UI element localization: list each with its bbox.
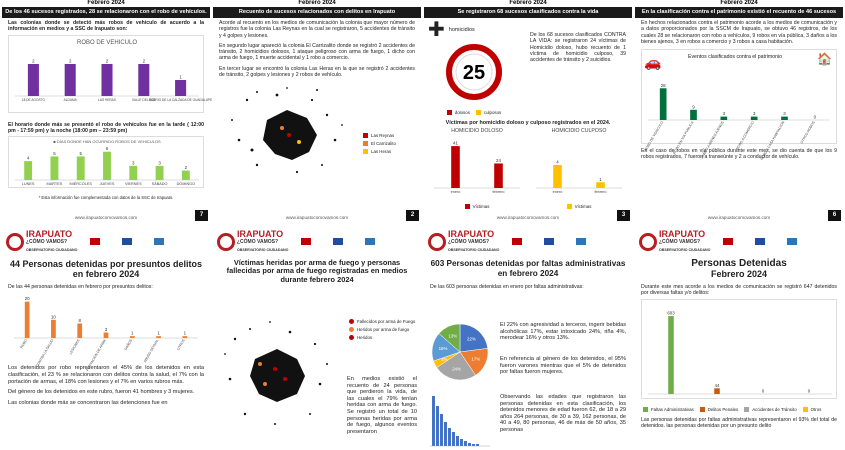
category-label: DOMINGO — [176, 182, 196, 187]
category-label: ROBO EN VIA PUBLICA — [672, 120, 695, 156]
bar — [24, 161, 32, 180]
patrimonio-text: En hechos relacionados contra el patrimonio acorde a los medios de comunicación y a datos proporcionados por la SSCM de Irapuato, se obtuvo 46 registros, de los cuales 28 se relacionaron con robo a vehículos, 9 robos en vía pública, 3 daños a los bienes ajenos, 3 en robos a comercio y 3 robos a casa habitación. — [641, 20, 837, 45]
chart-legend: ■ DÍAS DONDE HAN OCURRIDO ROBOS DE VEHICULOS — [53, 139, 161, 145]
bar — [751, 117, 758, 120]
partner-logo-1-icon — [503, 238, 531, 246]
category-label: ROBO A COMERCIO — [735, 120, 756, 151]
data-label: 4 — [26, 155, 30, 161]
legend-las-heras: Las Heras — [371, 149, 392, 154]
data-label: 20 — [24, 296, 30, 302]
footer-url[interactable]: www.irapuatocomovamos.com — [285, 215, 349, 220]
logo-bar — [213, 228, 421, 256]
homicidio-culposo-chart — [530, 134, 628, 196]
data-label: 2 — [142, 58, 146, 64]
car-icon: 🚗 — [644, 54, 662, 71]
gauge-legend — [424, 107, 524, 118]
partner-logo-3-icon — [145, 238, 173, 246]
legend-victimas: Víctimas — [472, 204, 490, 209]
data-label: 3 — [158, 160, 161, 166]
bar — [104, 333, 109, 338]
partner-logo-2-icon — [324, 238, 352, 246]
data-label: 4 — [556, 159, 559, 165]
robo-text: Los detenidos por robo representaron el 45% de los detenidos en esta clasificación, el 23 % se relacionaron con delitos contra la salud, el 7% con la portación de armas, el 18% con lesiones y el 7% en varios rubros más. — [8, 365, 204, 385]
partner-logo-2-icon — [746, 238, 774, 246]
category-label: VALLE DEL SOL — [131, 97, 156, 102]
data-label: 0 — [761, 388, 765, 394]
slide-contra-patrimonio[interactable] — [635, 0, 843, 222]
pie-label: 24% — [452, 366, 462, 372]
slide-header: De los 46 sucesos registrados, 28 se relacionaron con el robo de vehículos. — [2, 7, 210, 18]
bar — [714, 388, 720, 394]
data-label: 2 — [105, 58, 109, 64]
bar — [451, 146, 460, 188]
legend-victimas: Víctimas — [574, 204, 592, 209]
pie-label: 22% — [467, 336, 476, 342]
homicidios-gauge — [424, 42, 524, 102]
bar — [182, 171, 190, 180]
intro-text: De las 603 personas detenidas en enero por faltas administrativas: — [430, 284, 584, 290]
slide-header: Recuento de sucesos relacionados con delitos en Irapuato — [213, 7, 421, 18]
category-label: 18 DE AGOSTO — [21, 97, 45, 102]
legend-fallecidos: Fallecidos por arma de Fuego — [357, 319, 416, 324]
pie-label: 17% — [471, 356, 481, 362]
homicidio-doloso-title: HOMICIDIO DOLOSO — [451, 128, 503, 134]
bar — [130, 336, 135, 338]
category-label: LESIONES — [68, 338, 81, 356]
gauge-value: 25 — [462, 62, 486, 84]
category-label: PORTACIÓN DE ARMA — [85, 338, 107, 373]
data-label: 44 — [714, 382, 720, 388]
category-label: ROBO DE VEHICULO — [643, 120, 665, 153]
intro-text: De las 44 personas detenidas en febrero por presuntos delitos: — [8, 284, 153, 290]
pie-label: 16% — [438, 346, 448, 352]
category-label: DAÑOS A BIENES AJENOS — [699, 120, 725, 160]
slide-title: 603 Personas detenidas por faltas administrativas en febrero 2024 — [430, 259, 626, 278]
horario-note: El horario donde más se presentó el robo de vehículos fue en la tarde ( 12:00 pm - 17:59 pm) y la noche (18:00 pm – 23:59 pm) — [8, 121, 204, 134]
data-label: 2 — [184, 165, 188, 171]
category-label: CONTRA LA SALUD — [35, 338, 55, 368]
partner-logo-1-icon — [81, 238, 109, 246]
logo-bar — [2, 228, 210, 256]
chart-title: ROBO DE VEHICULO — [76, 39, 138, 46]
data-label: 1 — [183, 330, 187, 336]
bar — [77, 324, 82, 339]
data-label: 24 — [496, 157, 501, 163]
bar — [553, 165, 562, 188]
bar — [50, 157, 58, 181]
logo-bar — [635, 228, 843, 256]
slide-subtitle: Febrero 2024 — [710, 269, 768, 279]
detenidos-text: Durante este mes acorde a los medios de comunicación se registró 647 detenidos por diversas faltas y/o delitos: — [641, 284, 837, 297]
page-number: 2 — [406, 210, 419, 221]
slide-date: Febrero 2024 — [298, 0, 336, 6]
homicidio-culposo-title: HOMICIDIO CULPOSO — [551, 128, 607, 134]
category-label: VIERNES — [124, 182, 142, 187]
page-number: 7 — [195, 210, 208, 221]
bar — [51, 320, 56, 338]
edades-text: Observando las edades que registraron las personas detenidas en esta clasificación, los detenidos menores de edad fueron 62, de 18 a 29 años 264 personas, de 30 a 39, 162 personas, de 40 a 49, 80 personas, 46 de más de 50 años, 35 personas — [500, 394, 626, 433]
partner-logo-1-icon — [292, 238, 320, 246]
category-label: OTROS — [176, 338, 186, 352]
contra-vida-text: De los 68 sucesos clasificados CONTRA LA VIDA: se registraron 24 víctimas de Homicidio doloso, hubo recuento de 1 víctima de homicidio culposo, 39 accidentes de tránsito y 2 suicidios. — [530, 32, 626, 64]
slide-personas-detenidas[interactable] — [635, 228, 843, 450]
category-label: LAS HERAS — [98, 97, 116, 102]
partner-logo-2-icon — [535, 238, 563, 246]
partner-logo-3-icon — [356, 238, 384, 246]
logo-ring-icon — [6, 233, 24, 251]
legend-el-carrizalito: El Carrizalito — [371, 141, 396, 146]
category-label: ROBO A CASA HABITACIÓN — [759, 120, 786, 161]
bar — [175, 80, 186, 96]
bar — [668, 316, 674, 394]
legend-las-reynas: Las Reynas — [371, 133, 395, 138]
partner-logo-2-icon — [113, 238, 141, 246]
data-label: 3 — [132, 160, 135, 166]
category-label: JUEVES — [99, 182, 115, 187]
bar — [660, 88, 667, 120]
city-map — [217, 80, 357, 180]
partner-logo-3-icon — [778, 238, 806, 246]
map-legend — [363, 130, 396, 157]
bar — [103, 152, 111, 180]
category-label: ABUSO SEXUAL — [142, 338, 160, 364]
slide-faltas-administrativas[interactable] — [424, 228, 632, 450]
data-label: 5 — [79, 151, 82, 157]
pie-label: 13% — [448, 333, 458, 339]
legend-culposos: culposos — [483, 110, 502, 115]
dias-robos-chart — [8, 136, 204, 188]
category-label: OTROS ROBOS — [799, 120, 816, 145]
logo-ring-icon — [428, 233, 446, 251]
slide-date: Febrero 2024 — [720, 0, 758, 6]
slide-recuento-sucesos[interactable] — [213, 0, 421, 222]
slide-robo-vehiculo[interactable] — [2, 0, 213, 222]
partner-logo-3-icon — [567, 238, 595, 246]
bar — [65, 64, 76, 96]
genero-text: Del género de los detenidos en este rubro, fueron 41 hombres y 3 mujeres. — [8, 389, 195, 396]
data-label: 41 — [453, 140, 458, 146]
footnote: * Esta información fue complementada con datos de la SSC de Irapuato. — [38, 195, 174, 201]
slide-contra-la-vida[interactable] — [424, 0, 632, 222]
category-label: febrero — [492, 190, 505, 194]
bar — [494, 163, 503, 188]
slide-detenidos-delitos[interactable] — [2, 228, 210, 450]
legend-delitos: Delitos Penales — [707, 406, 739, 412]
data-label: 0 — [813, 114, 817, 120]
robo-vehiculo-chart — [8, 35, 213, 113]
victimas-subtitle: Víctimas por homicidio doloso y culposo registrados en el 2024. — [445, 120, 611, 126]
logo-text: IRAPUATO ¿CÓMO VAMOS? OBSERVATORIO CIUDADANO — [659, 229, 711, 252]
thief-icon: 🏠 — [817, 52, 832, 67]
data-label: 3 — [752, 111, 756, 117]
bar — [156, 166, 164, 180]
logo-text: IRAPUATO ¿CÓMO VAMOS? OBSERVATORIO CIUDADANO — [26, 229, 78, 252]
bar — [182, 336, 187, 338]
category-label: enero — [552, 190, 563, 194]
logo-text: IRAPUATO ¿CÓMO VAMOS? OBSERVATORIO CIUDADANO — [237, 229, 289, 252]
bar — [25, 302, 30, 338]
bar — [77, 157, 85, 181]
gauge-label: homicidios — [448, 27, 475, 33]
legend-otros: Otros — [810, 406, 822, 412]
conclusion-text: Las personas detenidas por faltas administrativas representaron el 93% del total de detenidos. las personas detenidas por un presunto delito — [641, 416, 837, 429]
firearm-legend — [349, 316, 419, 343]
para-las-reynas: Acorde al recuento en los medios de comunicación la colonia que mayor número de registros fue la colonia Las Reynas en la cual se registraron, 5 accidentes de tránsito y 4 golpes y lesiones. — [219, 20, 415, 39]
detenidos-legend — [635, 404, 843, 415]
slide-header: Se registraron 68 sucesos clasificados contra la vida — [424, 7, 632, 18]
data-label: 3 — [783, 111, 786, 117]
bar — [720, 117, 727, 120]
pie-label: 4% — [441, 357, 448, 363]
armas-fuego-text: En medios existió el recuento de 24 personas que perdieron la vida, de las cuales el 79% tenían heridas con arma de fuego. Se registró un total de 10 personas heridas por arma de fuego, algunos eventos presentaron — [347, 376, 417, 435]
data-label: 0 — [807, 388, 811, 394]
legend-accidentes: Accidentes de Tránsito — [752, 406, 797, 412]
edades-chart — [428, 386, 492, 448]
footer-url[interactable]: www.irapuatocomovamos.com — [496, 215, 560, 220]
partner-logo-1-icon — [714, 238, 742, 246]
slide-title: Personas Detenidas — [691, 258, 787, 269]
intro-text: Las colonias donde se detectó más robos de vehículo de acuerdo a la información en medios y a SSC de Irapuato son: — [8, 20, 204, 33]
para-las-heras: En tercer lugar se encontró la colonia Las Heras en la que se registró 2 accidentes de tránsito, 2 golpes y lesiones y 2 robos de vehículo. — [219, 65, 415, 79]
category-label: SÁBADO — [151, 182, 168, 187]
category-label: ALDAMA — [63, 97, 77, 102]
detenidos-total-chart — [641, 299, 837, 399]
data-label: 2 — [68, 58, 72, 64]
logo-ring-icon — [639, 233, 657, 251]
data-label: 603 — [667, 310, 675, 316]
slide-date: Febrero 2024 — [87, 0, 125, 6]
logo-bar — [424, 228, 632, 256]
data-label: 1 — [157, 330, 160, 336]
data-label: 10 — [50, 314, 56, 320]
data-label: 3 — [104, 327, 108, 333]
data-label: 3 — [722, 111, 726, 117]
bar — [156, 336, 161, 338]
genero-text: En referencia al género de los detenidos, el 95% fueron varones mientras que el 5% de detenidos por faltas fueron mujeres. — [500, 356, 626, 376]
data-label: 6 — [105, 146, 109, 152]
page-number: 3 — [617, 210, 630, 221]
faltas-pie-chart — [428, 320, 492, 384]
logo-ring-icon — [217, 233, 235, 251]
homicidio-doloso-chart — [428, 134, 526, 196]
slide-header: En la clasificación contra el patrimonio existió el recuento de 46 sucesos — [635, 7, 843, 18]
bar — [28, 64, 39, 96]
data-label: 1 — [179, 74, 182, 80]
footer-url[interactable]: www.irapuatocomovamos.com — [707, 215, 771, 220]
legend-heridos-arma: Heridos por arma de fuego — [357, 327, 410, 332]
legend-heridos: Heridos — [357, 335, 373, 340]
category-label: enero — [450, 190, 461, 194]
category-label: DAÑOS — [123, 338, 134, 352]
bar — [101, 64, 112, 96]
cross-icon: ✚ — [428, 19, 445, 41]
colonias-text: Las colonias donde más se concentraron las detenciones fue en — [8, 400, 168, 407]
footer-url[interactable]: www.irapuatocomovamos.com — [74, 215, 138, 220]
via-publica-text: En el caso de robos en vía pública durante este mes, se dio cuenta de que los 9 robos registrados, 7 fueron a transeúnte y 2 a conductor de vehículo. — [641, 148, 837, 161]
bar — [781, 117, 788, 120]
data-label: 1 — [131, 330, 134, 336]
slide-title: 44 Personas detenidas por presuntos delitos en febrero 2024 — [9, 259, 203, 279]
slide-title: Víctimas heridas por arma de fuego y personas fallecidas por arma de fuego registradas en medios durante febrero 2024 — [226, 258, 408, 284]
category-label: ROBO — [19, 338, 29, 350]
bar — [690, 110, 697, 120]
bar — [596, 182, 605, 188]
slide-armas-fuego[interactable] — [213, 228, 421, 450]
porcentajes-text: El 22% con agresividad a terceros, ingerir bebidas alcohólicas 17%, estar intoxicado 24%, riña 4%, merodear 16% y otros 13%. — [500, 322, 626, 342]
data-label: 8 — [78, 318, 81, 324]
chart-title: Eventos clasificados contra el patrimonio — [688, 54, 782, 61]
category-label: BARRIO DE LA CALZADA DE GUADALUPE — [148, 97, 213, 102]
legend-faltas: Faltas Administrativas — [651, 406, 694, 412]
category-label: MARTES — [46, 182, 63, 187]
bar — [129, 166, 137, 180]
data-label: 1 — [599, 176, 602, 182]
category-label: MIÉRCOLES — [69, 182, 92, 187]
slide-date: Febrero 2024 — [509, 0, 547, 6]
data-label: 28 — [660, 82, 666, 88]
firearm-map — [215, 314, 335, 434]
data-label: 5 — [53, 151, 56, 157]
logo-text: IRAPUATO ¿CÓMO VAMOS? OBSERVATORIO CIUDADANO — [448, 229, 500, 252]
detenidos-delitos-chart — [8, 292, 204, 373]
data-label: 2 — [32, 58, 35, 64]
data-label: 9 — [692, 104, 695, 110]
page-number: 6 — [828, 210, 841, 221]
para-el-carrizalito: En segundo lugar apareció la colonia El Carrizalito donde se registró 2 accidentes de tránsito, 2 homicidios dolosos, 1 ataque peligroso con arma de fuego, 1 dicho con arma de fuego, 1 muerte accidental y 1 robo a comercio. — [219, 42, 415, 62]
legend-dolosos: dolosos — [454, 110, 470, 115]
category-label: febrero — [594, 190, 607, 194]
category-label: LUNES — [21, 182, 35, 187]
bar — [138, 64, 149, 96]
